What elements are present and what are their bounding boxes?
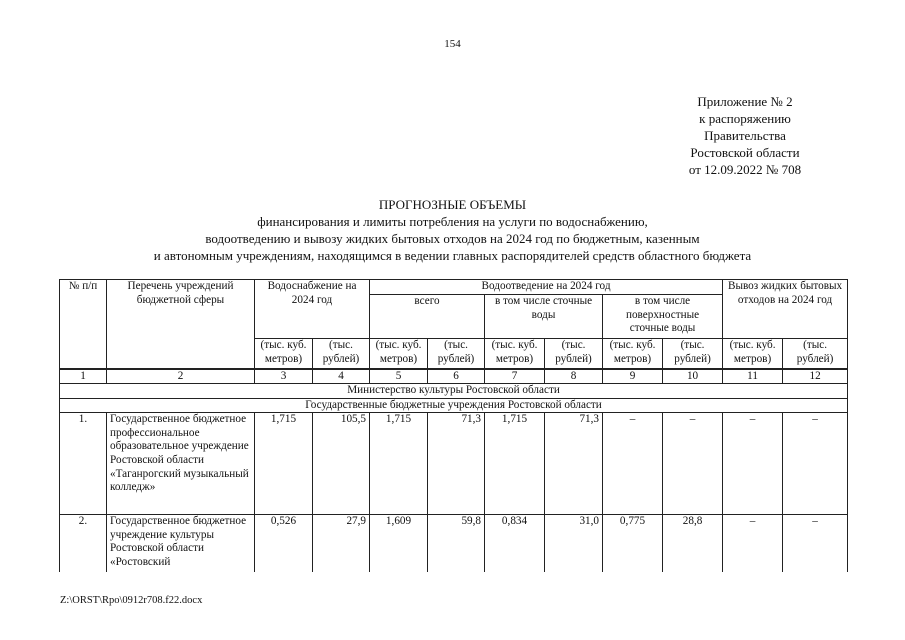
column-number: 9 bbox=[603, 369, 663, 384]
column-number: 5 bbox=[370, 369, 428, 384]
cell-value: 31,0 bbox=[545, 515, 603, 572]
column-number-row bbox=[60, 369, 848, 384]
row-number: 1. bbox=[60, 413, 107, 515]
column-number: 8 bbox=[545, 369, 603, 384]
title-heading: ПРОГНОЗНЫЕ ОБЪЕМЫ bbox=[378, 197, 527, 212]
unit-rub: (тыс. рублей) bbox=[783, 339, 848, 369]
cell-value: 1,609 bbox=[370, 515, 428, 572]
column-number: 2 bbox=[107, 369, 255, 384]
column-number: 4 bbox=[313, 369, 370, 384]
title-line: водоотведению и вывозу жидких бытовых отходов на 2024 год по бюджетным, казенным bbox=[205, 231, 700, 246]
annex-line: Ростовской области bbox=[690, 145, 800, 160]
annex-line: Приложение № 2 bbox=[697, 94, 793, 109]
annex-line: к распоряжению bbox=[699, 111, 791, 126]
cell-value: 59,8 bbox=[428, 515, 485, 572]
cell-value: 105,5 bbox=[313, 413, 370, 515]
unit-rub: (тыс. рублей) bbox=[663, 339, 723, 369]
unit-volume: (тыс. куб. метров) bbox=[603, 339, 663, 369]
section-row bbox=[60, 398, 848, 413]
cell-value: – bbox=[723, 413, 783, 515]
unit-rub: (тыс. рублей) bbox=[313, 339, 370, 369]
cell-value: 71,3 bbox=[545, 413, 603, 515]
title-line: и автономным учреждениям, находящимся в ведении главных распорядителей средств областного бюджета bbox=[153, 248, 752, 263]
header-drainage: Водоотведение на 2024 год bbox=[370, 280, 723, 295]
column-number: 12 bbox=[783, 369, 848, 384]
unit-volume: (тыс. куб. метров) bbox=[723, 339, 783, 369]
annex-line: Правительства bbox=[704, 128, 786, 143]
unit-volume: (тыс. куб. метров) bbox=[370, 339, 428, 369]
institution-name: Государственное бюджетное учреждение культуры Ростовской области «Ростовский bbox=[107, 515, 255, 572]
header-liquid-waste: Вывоз жидких бытовых отходов на 2024 год bbox=[723, 280, 848, 339]
column-number: 1 bbox=[60, 369, 107, 384]
cell-value: 0,526 bbox=[255, 515, 313, 572]
header-institutions: Перечень учреждений бюджетной сферы bbox=[107, 280, 255, 369]
institution-name: Государственное бюджетное профессиональное образовательное учреждение Ростовской области «Таганрогский музыкальный колледж» bbox=[107, 413, 255, 515]
cell-value: 0,834 bbox=[485, 515, 545, 572]
header-water-supply: Водоснабжение на 2024 год bbox=[255, 280, 370, 339]
page-number: 154 bbox=[444, 38, 461, 50]
cell-value: 27,9 bbox=[313, 515, 370, 572]
cell-value: 0,775 bbox=[603, 515, 663, 572]
header-num: № п/п bbox=[60, 280, 107, 369]
table-row bbox=[60, 515, 848, 572]
cell-value: – bbox=[723, 515, 783, 572]
document-title bbox=[60, 196, 845, 264]
file-path-footer: Z:\ORST\Rpo\0912r708.f22.docx bbox=[60, 595, 203, 606]
section-budget-institutions: Государственные бюджетные учреждения Ростовской области bbox=[60, 398, 848, 413]
cell-value: 71,3 bbox=[428, 413, 485, 515]
unit-volume: (тыс. куб. метров) bbox=[255, 339, 313, 369]
annex-line: от 12.09.2022 № 708 bbox=[688, 162, 802, 177]
section-row bbox=[60, 384, 848, 399]
table-row bbox=[60, 413, 848, 515]
column-number: 11 bbox=[723, 369, 783, 384]
header-wastewater: в том числе сточные воды bbox=[485, 295, 603, 339]
unit-rub: (тыс. рублей) bbox=[545, 339, 603, 369]
cell-value: – bbox=[783, 413, 848, 515]
column-number: 3 bbox=[255, 369, 313, 384]
column-number: 6 bbox=[428, 369, 485, 384]
column-number: 10 bbox=[663, 369, 723, 384]
section-ministry: Министерство культуры Ростовской области bbox=[60, 384, 848, 399]
row-number: 2. bbox=[60, 515, 107, 572]
cell-value: 1,715 bbox=[370, 413, 428, 515]
unit-rub: (тыс. рублей) bbox=[428, 339, 485, 369]
annex-reference bbox=[640, 93, 850, 178]
cell-value: 28,8 bbox=[663, 515, 723, 572]
header-total: всего bbox=[370, 295, 485, 339]
header-row-1 bbox=[60, 280, 848, 295]
cell-value: – bbox=[603, 413, 663, 515]
budget-table bbox=[59, 279, 848, 572]
header-surface-wastewater: в том числе поверхностные сточные воды bbox=[603, 295, 723, 339]
cell-value: 1,715 bbox=[255, 413, 313, 515]
cell-value: – bbox=[663, 413, 723, 515]
column-number: 7 bbox=[485, 369, 545, 384]
title-line: финансирования и лимиты потребления на услуги по водоснабжению, bbox=[257, 214, 648, 229]
cell-value: – bbox=[783, 515, 848, 572]
unit-volume: (тыс. куб. метров) bbox=[485, 339, 545, 369]
cell-value: 1,715 bbox=[485, 413, 545, 515]
